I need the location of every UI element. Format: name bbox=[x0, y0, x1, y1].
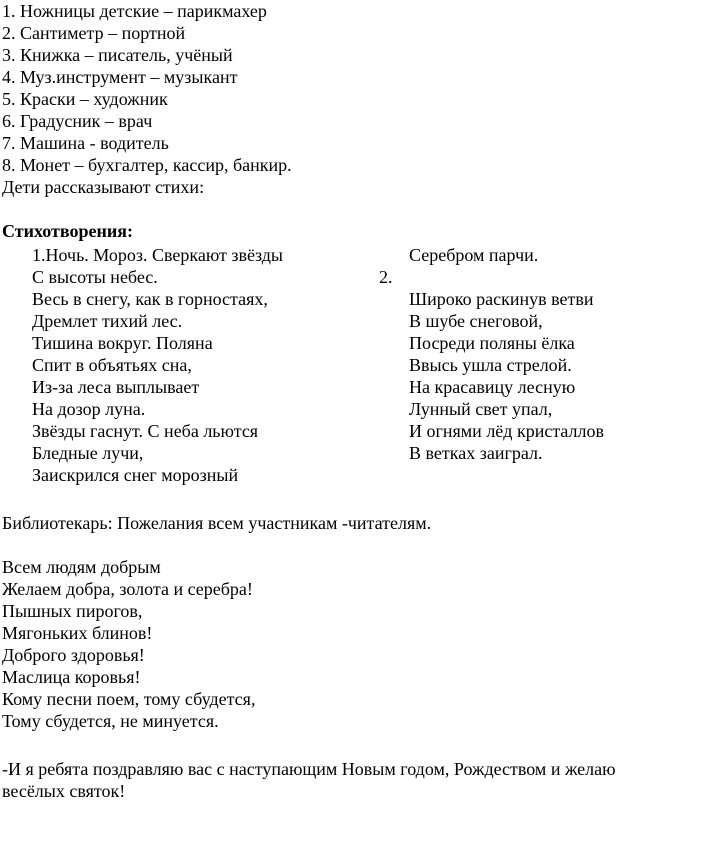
list-item-4: 4. Муз.инструмент – музыкант bbox=[2, 67, 238, 87]
librarian-text: Библиотекарь: Пожелания всем участникам -читателям. bbox=[2, 513, 432, 533]
poem2-line: Серебром парчи. bbox=[409, 245, 539, 265]
wish-line: Желаем добра, золота и серебра! bbox=[2, 579, 253, 599]
poem2-line: Посреди поляны ёлка bbox=[409, 333, 575, 353]
intro-text: Дети рассказывают стихи: bbox=[2, 177, 205, 197]
poem2-line: В ветках заиграл. bbox=[409, 443, 543, 463]
poem2-line: В шубе снеговой, bbox=[409, 311, 543, 331]
list-item-3: 3. Книжка – писатель, учёный bbox=[2, 45, 233, 65]
poem1-line: Спит в объятьях сна, bbox=[32, 355, 192, 375]
list-item-7: 7. Машина - водитель bbox=[2, 133, 169, 153]
wish-line: Маслица коровья! bbox=[2, 667, 141, 687]
list-item-5: 5. Краски – художник bbox=[2, 89, 168, 109]
poem2-line: Лунный свет упал, bbox=[409, 399, 553, 419]
wish-line: Доброго здоровья! bbox=[2, 645, 145, 665]
poems-heading: Стихотворения: bbox=[2, 221, 133, 241]
poem1-line: Бледные лучи, bbox=[32, 443, 144, 463]
poem1-line: Заискрился снег морозный bbox=[32, 465, 239, 485]
poem1-line: Звёзды гаснут. С неба льются bbox=[32, 421, 259, 441]
poem2-line: И огнями лёд кристаллов bbox=[409, 421, 605, 441]
wish-line: Мягоньких блинов! bbox=[2, 623, 153, 643]
list-item-2: 2. Сантиметр – портной bbox=[2, 23, 186, 43]
closing-line: -И я ребята поздравляю вас с наступающим Новым годом, Рождеством и желаю bbox=[2, 759, 616, 779]
poem1-line: Тишина вокруг. Поляна bbox=[32, 333, 213, 353]
poem1-line: С высоты небес. bbox=[32, 267, 158, 287]
closing-line: весёлых святок! bbox=[2, 781, 126, 801]
wish-line: Тому сбудется, не минуется. bbox=[2, 711, 219, 731]
list-item-6: 6. Градусник – врач bbox=[2, 111, 153, 131]
poem2-line: Ввысь ушла стрелой. bbox=[409, 355, 572, 375]
poem1-line: 1.Ночь. Мороз. Сверкают звёзды bbox=[32, 245, 284, 265]
poem1-line: Из-за леса выплывает bbox=[32, 377, 200, 397]
list-item-8: 8. Монет – бухгалтер, кассир, банкир. bbox=[2, 155, 292, 175]
poem1-line: Дремлет тихий лес. bbox=[32, 311, 183, 331]
wish-line: Пышных пирогов, bbox=[2, 601, 143, 621]
poem2-line: На красавицу лесную bbox=[409, 377, 576, 397]
list-item-1: 1. Ножницы детские – парикмахер bbox=[2, 1, 267, 21]
poem1-line: На дозор луна. bbox=[32, 399, 146, 419]
poem2-number: 2. bbox=[379, 267, 393, 287]
wish-line: Кому песни поем, тому сбудется, bbox=[2, 689, 256, 709]
poem1-line: Весь в снегу, как в горностаях, bbox=[32, 289, 268, 309]
poem2-line: Широко раскинув ветви bbox=[409, 289, 594, 309]
wish-line: Всем людям добрым bbox=[2, 557, 161, 577]
